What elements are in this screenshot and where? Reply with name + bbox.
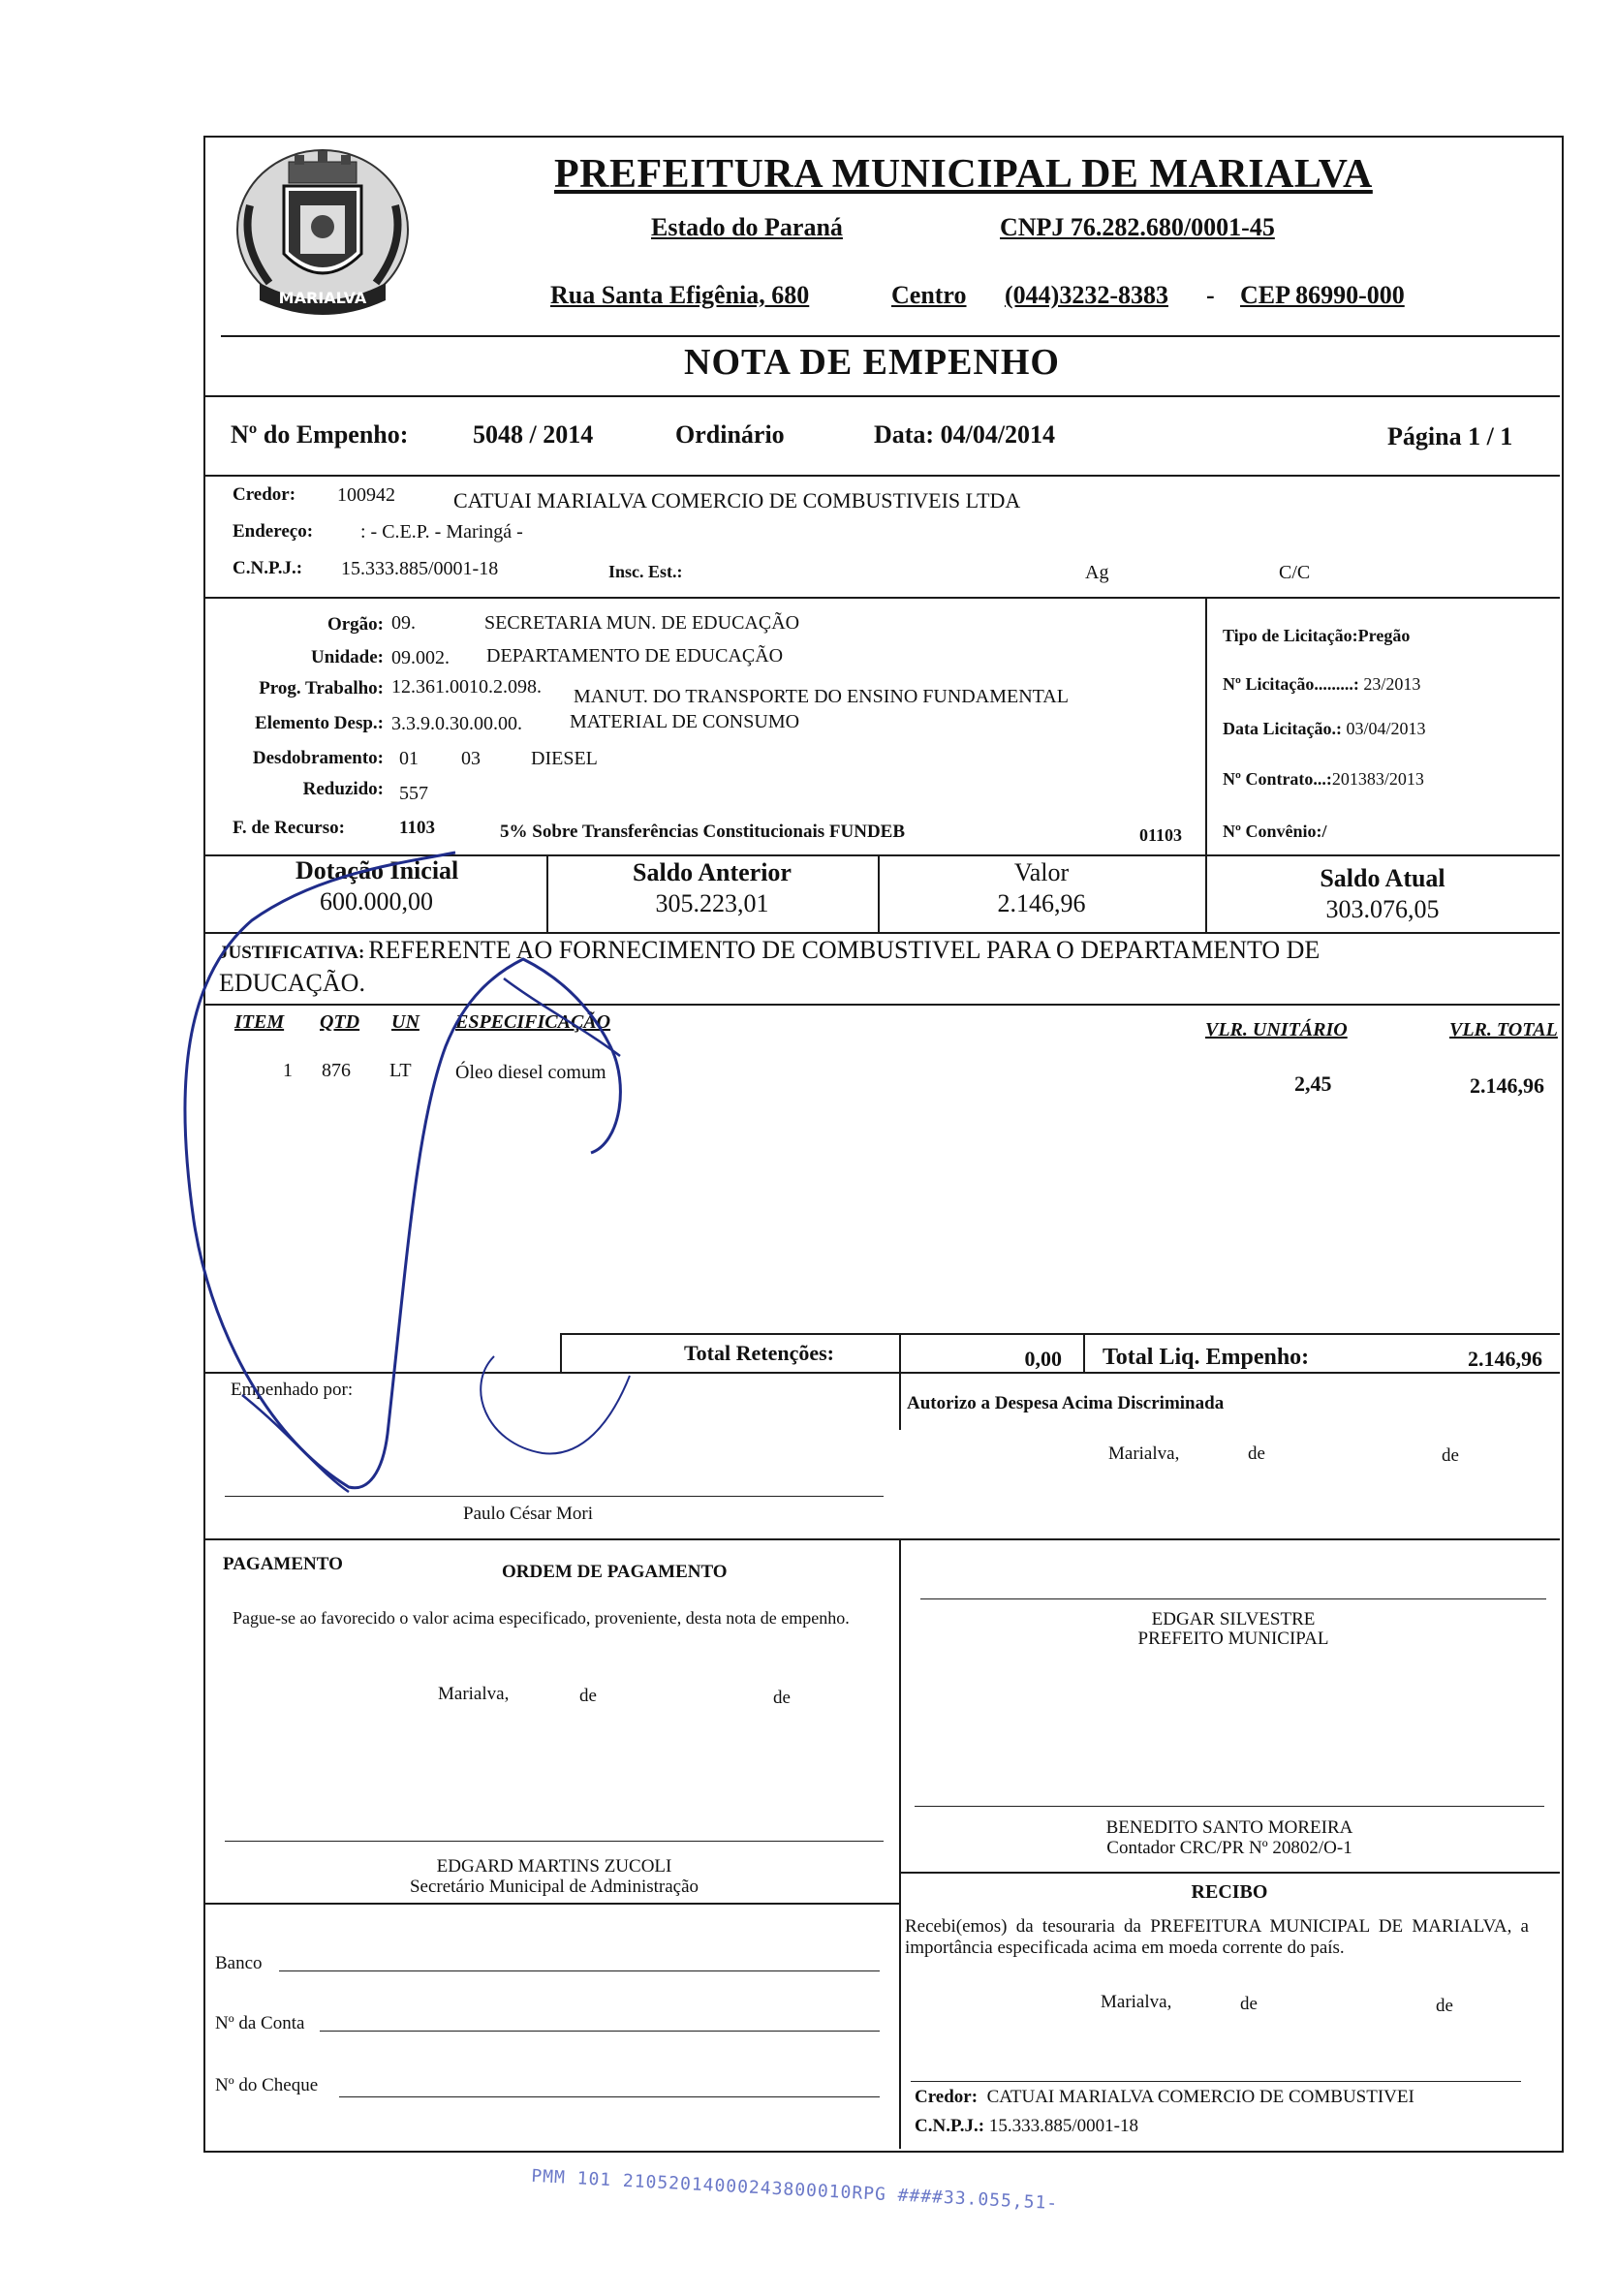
col-qtd: QTD xyxy=(320,1011,360,1033)
reduzido-label: Reduzido: xyxy=(302,779,384,799)
svg-text:MARIALVA: MARIALVA xyxy=(278,289,367,307)
pagamento-label: PAGAMENTO xyxy=(223,1554,343,1574)
conta-label: Nº da Conta xyxy=(215,2013,305,2033)
dotacao-value: 600.000,00 xyxy=(320,887,433,915)
justificativa-line2: EDUCAÇÃO. xyxy=(219,969,365,997)
valor-label: Valor xyxy=(1013,858,1070,886)
district: Centro xyxy=(891,281,967,309)
pagamento-de2: de xyxy=(773,1688,791,1708)
pagamento-de1: de xyxy=(579,1686,597,1706)
page-number: Página 1 / 1 xyxy=(1387,422,1513,450)
ordem-pagamento: ORDEM DE PAGAMENTO xyxy=(502,1562,728,1582)
item-un: LT xyxy=(389,1060,412,1081)
fonte-name: 5% Sobre Transferências Constitucionais FUNDEB xyxy=(500,822,906,842)
recibo-local: Marialva, xyxy=(1101,1992,1172,2012)
saldo-anterior-value: 305.223,01 xyxy=(655,889,769,917)
phone: (044)3232-8383 xyxy=(1005,281,1168,309)
fonte-label: F. de Recurso: xyxy=(233,818,345,838)
col-item: ITEM xyxy=(234,1011,285,1033)
autorizo-de2: de xyxy=(1442,1445,1459,1466)
numero-licitacao: Nº Licitação.........: 23/2013 xyxy=(1223,674,1421,694)
total-liquido-label: Total Liq. Empenho: xyxy=(1103,1345,1310,1370)
reduzido-code: 557 xyxy=(399,783,428,804)
unidade-code: 09.002. xyxy=(391,647,450,668)
secretario-nome: EDGARD MARTINS ZUCOLI xyxy=(436,1856,672,1877)
elemento-code: 3.3.9.0.30.00.00. xyxy=(391,713,522,734)
empenhado-nome: Paulo César Mori xyxy=(463,1504,594,1524)
doc-title: NOTA DE EMPENHO xyxy=(684,342,1060,383)
desdobramento-code2: 03 xyxy=(461,748,481,769)
recibo-cnpj: C.N.P.J.: 15.333.885/0001-18 xyxy=(915,2116,1138,2136)
retencoes-value: 0,00 xyxy=(1024,1347,1062,1371)
cc-label: C/C xyxy=(1279,562,1311,583)
desdobramento-name: DIESEL xyxy=(531,748,598,769)
fonte-code: 1103 xyxy=(399,818,435,838)
bank-stamp: PMM 101 21052014000243800010RPG ####33.055,51- xyxy=(530,2165,1059,2215)
prog-label: Prog. Trabalho: xyxy=(259,678,384,698)
dotacao-label: Dotação Inicial xyxy=(295,856,459,884)
desdobramento-code1: 01 xyxy=(399,748,419,769)
col-vlr-total: VLR. TOTAL xyxy=(1449,1019,1558,1040)
numero-contrato: Nº Contrato...:201383/2013 xyxy=(1223,769,1424,789)
unidade-label: Unidade: xyxy=(311,647,384,667)
col-vlr-unitario: VLR. UNITÁRIO xyxy=(1205,1019,1348,1040)
justificativa-label: JUSTIFICATIVA: xyxy=(219,943,365,963)
item-especificacao: Óleo diesel comum xyxy=(455,1062,606,1083)
cnpj-prefeitura: CNPJ 76.282.680/0001-45 xyxy=(1000,213,1275,241)
insc-label: Insc. Est.: xyxy=(608,562,683,581)
recibo-text: Recebi(emos) da tesouraria da PREFEITURA MUNICIPAL DE MARIALVA, a importância especificada acima em moeda corrente do país. xyxy=(905,1916,1529,1958)
prog-code: 12.361.0010.2.098. xyxy=(391,676,542,698)
tipo-licitacao: Tipo de Licitação:Pregão xyxy=(1223,626,1411,645)
empenhado-label: Empenhado por: xyxy=(231,1380,354,1400)
total-liquido-value: 2.146,96 xyxy=(1468,1347,1542,1371)
contador-cargo: Contador CRC/PR Nº 20802/O-1 xyxy=(1106,1838,1352,1858)
recibo-title: RECIBO xyxy=(1191,1881,1268,1903)
numero-convenio: Nº Convênio:/ xyxy=(1223,822,1327,841)
prefeito-cargo: PREFEITO MUNICIPAL xyxy=(1137,1629,1329,1649)
retencoes-label: Total Retenções: xyxy=(684,1341,834,1365)
credor-label: Credor: xyxy=(233,484,296,505)
empenho-number: 5048 / 2014 xyxy=(473,420,594,449)
cnpj-label: C.N.P.J.: xyxy=(233,558,303,578)
saldo-atual-value: 303.076,05 xyxy=(1325,895,1440,923)
state-name: Estado do Paraná xyxy=(651,213,843,241)
saldo-anterior-label: Saldo Anterior xyxy=(633,858,792,886)
desdobramento-label: Desdobramento: xyxy=(252,748,384,768)
fonte-sub: 01103 xyxy=(1139,825,1183,845)
item-vlr-unitario: 2,45 xyxy=(1294,1071,1332,1096)
address: Rua Santa Efigênia, 680 xyxy=(550,281,810,309)
secretario-cargo: Secretário Municipal de Administração xyxy=(409,1877,699,1897)
credor-name: CATUAI MARIALVA COMERCIO DE COMBUSTIVEIS LTDA xyxy=(453,488,1021,512)
prefeito-nome: EDGAR SILVESTRE xyxy=(1151,1609,1316,1629)
recibo-de2: de xyxy=(1436,1996,1453,2016)
col-especificacao: ESPECIFICAÇÃO xyxy=(455,1011,611,1033)
credor-cnpj: 15.333.885/0001-18 xyxy=(341,558,499,579)
autorizo-de1: de xyxy=(1248,1443,1265,1464)
cheque-label: Nº do Cheque xyxy=(215,2075,319,2095)
pagamento-text: Pague-se ao favorecido o valor acima especificado, proveniente, desta nota de empenho. xyxy=(233,1608,850,1628)
endereco-value: : - C.E.P. - Maringá - xyxy=(360,521,523,543)
empenho-date: Data: 04/04/2014 xyxy=(874,420,1056,449)
recibo-de1: de xyxy=(1240,1994,1258,2014)
autorizo-text: Autorizo a Despesa Acima Discriminada xyxy=(907,1393,1225,1413)
prog-name: MANUT. DO TRANSPORTE DO ENSINO FUNDAMENTAL xyxy=(574,686,1069,707)
pagamento-local: Marialva, xyxy=(438,1684,510,1704)
endereco-label: Endereço: xyxy=(233,521,314,542)
orgao-label: Orgão: xyxy=(326,614,384,635)
data-licitacao: Data Licitação.: 03/04/2013 xyxy=(1223,719,1426,738)
banco-label: Banco xyxy=(215,1953,263,1973)
recibo-credor: Credor: CATUAI MARIALVA COMERCIO DE COMBUSTIVEI xyxy=(915,2087,1414,2107)
saldo-atual-label: Saldo Atual xyxy=(1320,864,1445,892)
contador-nome: BENEDITO SANTO MOREIRA xyxy=(1105,1817,1353,1838)
elemento-name: MATERIAL DE CONSUMO xyxy=(570,711,800,732)
item-qtd: 876 xyxy=(322,1060,351,1081)
empenho-label: Nº do Empenho: xyxy=(231,420,409,449)
justificativa-line1: REFERENTE AO FORNECIMENTO DE COMBUSTIVEL PARA O DEPARTAMENTO DE xyxy=(368,936,1321,964)
item-vlr-total: 2.146,96 xyxy=(1470,1073,1544,1098)
orgao-code: 09. xyxy=(391,612,416,634)
unidade-name: DEPARTAMENTO DE EDUCAÇÃO xyxy=(486,645,784,667)
ag-label: Ag xyxy=(1085,562,1109,583)
cep: CEP 86990-000 xyxy=(1240,281,1405,309)
valor-value: 2.146,96 xyxy=(997,889,1086,917)
empenho-type: Ordinário xyxy=(675,420,785,449)
elemento-label: Elemento Desp.: xyxy=(255,713,384,733)
dash: - xyxy=(1206,281,1215,309)
credor-code: 100942 xyxy=(337,484,395,506)
item-number: 1 xyxy=(283,1060,293,1081)
page-title: PREFEITURA MUNICIPAL DE MARIALVA xyxy=(554,152,1373,197)
col-un: UN xyxy=(391,1011,420,1033)
autorizo-local: Marialva, xyxy=(1108,1443,1180,1464)
orgao-name: SECRETARIA MUN. DE EDUCAÇÃO xyxy=(484,612,800,634)
